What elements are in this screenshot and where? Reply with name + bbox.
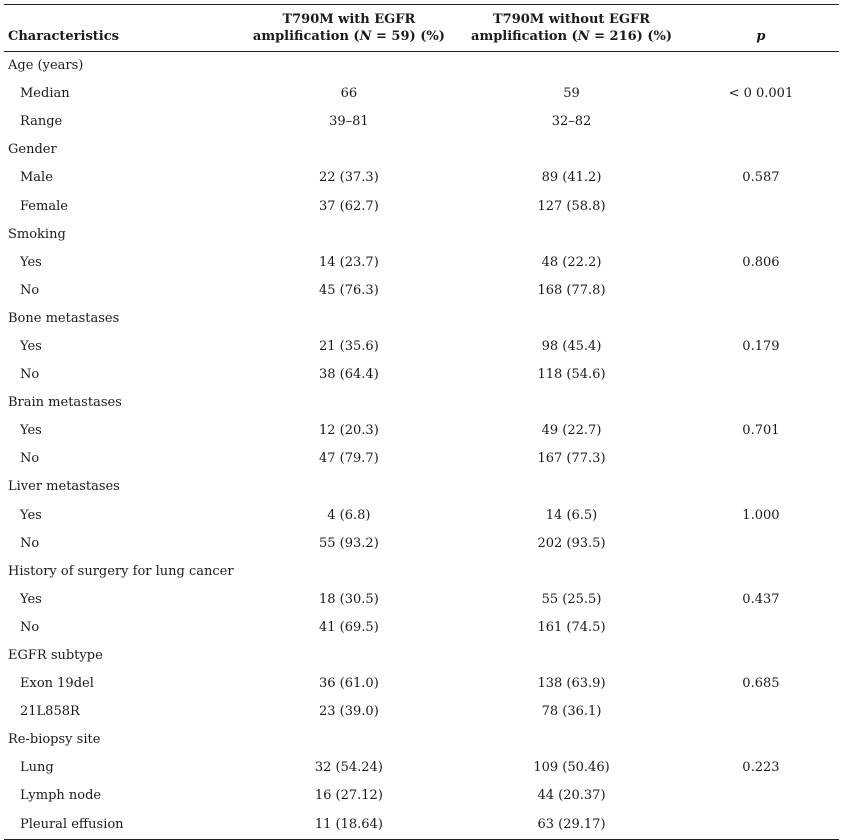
row-p-value: 0.685 [742,676,780,692]
row-without-value [460,221,683,249]
row-without-value: 89 (41.2) [541,170,602,186]
row-with-value [238,726,461,754]
row-with-value: 37 (62.7) [319,198,379,214]
table-row [4,586,839,614]
row-with-value [238,52,461,81]
header-with-line1: T790M with EGFR [282,12,416,27]
row-with-value: 55 (93.2) [319,535,379,551]
table-row [4,445,839,473]
row-p-value [683,305,839,333]
row-with-value [238,642,461,670]
row-p-value: 1.000 [742,507,780,523]
header-without-line2: amplification ( [471,29,578,44]
table-row [4,614,839,642]
table-row [4,277,839,305]
row-without-value: 168 (77.8) [537,282,606,298]
row-without-value [460,305,683,333]
table-row [4,726,839,754]
characteristics-table [4,4,839,840]
row-with-value: 23 (39.0) [319,704,379,720]
header-with-line2: amplification ( [252,29,360,44]
row-label: No [20,367,40,383]
row-label: EGFR subtype [8,648,103,664]
row-p-value [683,782,839,810]
row-label: Yes [20,254,42,270]
row-with-value [238,305,461,333]
row-label: Yes [20,507,42,523]
table-row [4,136,839,164]
row-with-value [238,389,461,417]
row-label: Yes [20,423,42,439]
table-row [4,530,839,558]
table-row [4,473,839,501]
table-row [4,698,839,726]
row-without-value: 98 (45.4) [541,338,602,354]
table-row [4,754,839,782]
row-without-value [460,136,683,164]
row-p-value: 0.179 [742,338,780,354]
row-label: Lymph node [20,788,102,804]
row-without-value: 44 (20.37) [537,788,606,804]
table-row [4,558,839,586]
row-label: History of surgery for lung cancer [8,563,234,579]
row-label: Pleural effusion [20,816,124,832]
row-with-value: 32 (54.24) [314,760,383,776]
row-p-value [683,52,839,81]
row-p-value [683,361,839,389]
row-p-value: 0.701 [742,423,780,439]
row-label: No [20,535,40,551]
row-label: Age (years) [8,58,84,74]
table-row [4,221,839,249]
row-without-value: 32–82 [551,114,592,130]
row-with-value: 36 (61.0) [319,676,379,692]
row-without-value: 78 (36.1) [541,704,602,720]
row-label: Re-biopsy site [8,732,101,748]
header-characteristics-label: Characteristics [8,29,119,44]
row-label: No [20,451,40,467]
row-without-value: 118 (54.6) [537,367,606,383]
row-with-value: 11 (18.64) [314,816,383,832]
header-with-n-var: N [359,29,372,44]
table-row [4,502,839,530]
row-label: Yes [20,338,42,354]
row-with-value: 41 (69.5) [319,619,379,635]
row-without-value: 48 (22.2) [541,254,602,270]
table-row [4,249,839,277]
row-with-value: 45 (76.3) [319,282,379,298]
row-label: Bone metastases [8,310,120,326]
row-without-value: 14 (6.5) [545,507,598,523]
row-p-value [683,108,839,136]
row-p-value [683,811,839,840]
table-row [4,108,839,136]
row-with-value [238,136,461,164]
header-p-label: p [756,29,766,44]
header-without-n-var: N [577,29,590,44]
header-row [4,5,839,52]
header-without-n-val: = 216) (%) [589,29,673,44]
row-p-value: 0.806 [742,254,780,270]
table-body [4,52,839,840]
row-with-value [238,221,461,249]
table-row [4,417,839,445]
row-without-value: 138 (63.9) [537,676,606,692]
row-without-value [460,558,683,586]
table-row [4,80,839,108]
row-p-value [683,445,839,473]
row-p-value: < 0 0.001 [728,86,794,102]
row-without-value: 127 (58.8) [537,198,606,214]
table-header [4,5,839,52]
row-label: Male [20,170,53,186]
row-label: Gender [8,142,57,158]
row-with-value: 38 (64.4) [319,367,379,383]
row-with-value: 18 (30.5) [319,591,379,607]
row-without-value [460,642,683,670]
table-row [4,782,839,810]
header-characteristics [4,5,238,52]
row-with-value: 14 (23.7) [319,254,379,270]
header-without-egfr [460,5,683,52]
row-p-value [683,473,839,501]
row-p-value [683,136,839,164]
row-without-value [460,726,683,754]
row-label: Smoking [8,226,66,242]
table-row [4,192,839,220]
row-with-value [238,558,461,586]
row-p-value: 0.587 [742,170,780,186]
row-with-value: 66 [340,86,358,102]
row-with-value: 16 (27.12) [314,788,383,804]
row-without-value: 59 [563,86,580,102]
row-label: Median [20,86,70,102]
row-without-value [460,473,683,501]
row-label: No [20,619,40,635]
row-with-value: 22 (37.3) [319,170,379,186]
row-label: Yes [20,591,42,607]
row-without-value: 202 (93.5) [537,535,606,551]
row-p-value [683,642,839,670]
table-row [4,670,839,698]
row-label: Female [20,198,68,214]
row-without-value: 167 (77.3) [537,451,606,467]
header-with-n-val: = 59) (%) [371,29,445,44]
row-label: Lung [20,760,54,776]
row-p-value [683,389,839,417]
table-row [4,642,839,670]
row-label: No [20,282,40,298]
table-row [4,305,839,333]
row-label: Exon 19del [20,676,94,692]
table-row [4,361,839,389]
row-label: Liver metastases [8,479,120,495]
table-row [4,811,839,840]
row-without-value: 161 (74.5) [537,619,606,635]
row-p-value [683,698,839,726]
row-label: Brain metastases [8,395,122,411]
row-p-value [683,277,839,305]
table-row [4,164,839,192]
row-p-value [683,530,839,558]
header-with-egfr [238,5,461,52]
row-with-value: 12 (20.3) [319,423,379,439]
row-with-value: 39–81 [329,114,369,130]
table-row [4,389,839,417]
row-without-value: 109 (50.46) [533,760,610,776]
row-label: Range [20,114,63,130]
row-p-value [683,192,839,220]
row-without-value: 63 (29.17) [537,816,606,832]
header-without-line1: T790M without EGFR [493,12,651,27]
row-with-value: 47 (79.7) [319,451,379,467]
row-without-value: 49 (22.7) [541,423,602,439]
row-p-value [683,726,839,754]
row-with-value: 21 (35.6) [319,338,379,354]
row-p-value [683,558,839,586]
row-without-value [460,389,683,417]
table-row [4,333,839,361]
row-p-value [683,221,839,249]
row-without-value [460,52,683,81]
row-with-value: 4 (6.8) [327,507,371,523]
row-label: 21L858R [20,704,80,720]
row-p-value [683,614,839,642]
row-with-value [238,473,461,501]
table-row [4,52,839,81]
header-p-value [683,5,839,52]
row-without-value: 55 (25.5) [541,591,602,607]
row-p-value: 0.223 [742,760,780,776]
row-p-value: 0.437 [742,591,780,607]
